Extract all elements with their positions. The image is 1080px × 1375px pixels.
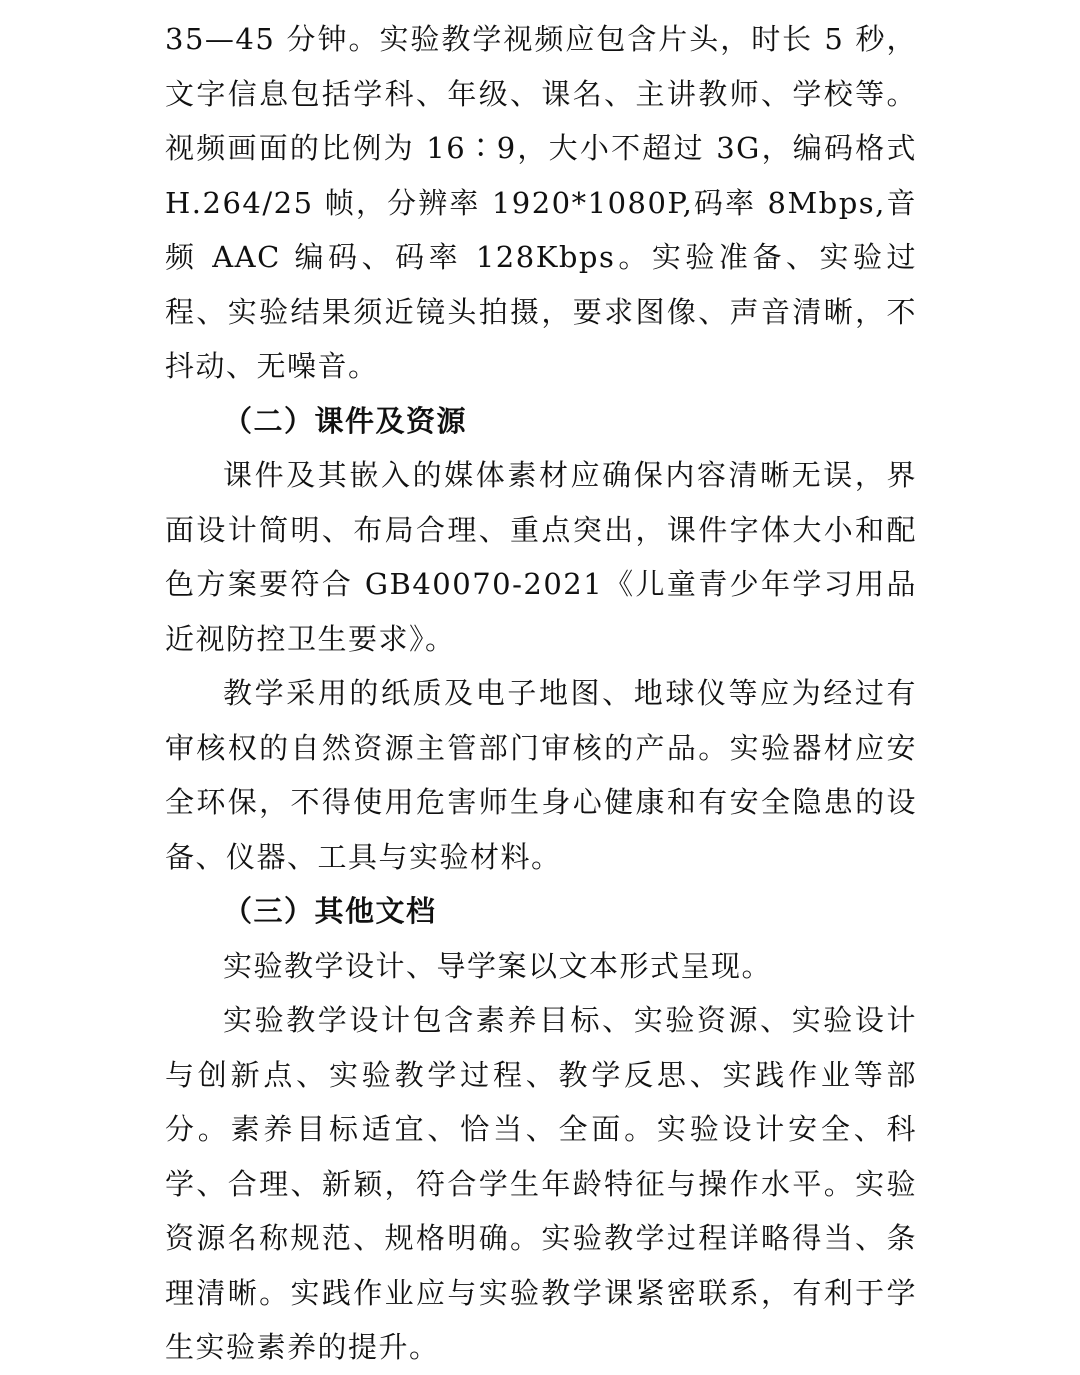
paragraph-video-requirements: 35—45 分钟。实验教学视频应包含片头，时长 5 秒，文字信息包括学科、年级、课名、主讲教师、学校等。视频画面的比例为 16∶9，大小不超过 3G，编码格式 H.264/25 帧，分辨率 1920*1080P,码率 8Mbps,音频 AAC 编码、码率 128Kbps。实验准备、实验过程、实验结果须近镜头拍摄，要求图像、声音清晰，不抖动、无噪音。 bbox=[165, 22, 917, 383]
document-page bbox=[165, 12, 917, 1375]
section-heading-courseware: （二）课件及资源 bbox=[223, 403, 468, 438]
paragraph-courseware: 课件及其嵌入的媒体素材应确保内容清晰无误，界面设计简明、布局合理、重点突出，课件字体大小和配色方案要符合 GB40070-2021《儿童青少年学习用品近视防控卫生要求》。 bbox=[165, 458, 917, 656]
paragraph-materials: 教学采用的纸质及电子地图、地球仪等应为经过有审核权的自然资源主管部门审核的产品。实验器材应安全环保，不得使用危害师生身心健康和有安全隐患的设备、仪器、工具与实验材料。 bbox=[165, 676, 917, 874]
paragraph-design-contents: 实验教学设计包含素养目标、实验资源、实验设计与创新点、实验教学过程、教学反思、实践作业等部分。素养目标适宜、恰当、全面。实验设计安全、科学、合理、新颖，符合学生年龄特征与操作水平。实验资源名称规范、规格明确。实验教学过程详略得当、条理清晰。实践作业应与实验教学课紧密联系，有利于学生实验素养的提升。 bbox=[165, 1003, 917, 1364]
paragraph-text-format: 实验教学设计、导学案以文本形式呈现。 bbox=[223, 948, 773, 983]
section-heading-other-docs: （三）其他文档 bbox=[223, 894, 437, 928]
